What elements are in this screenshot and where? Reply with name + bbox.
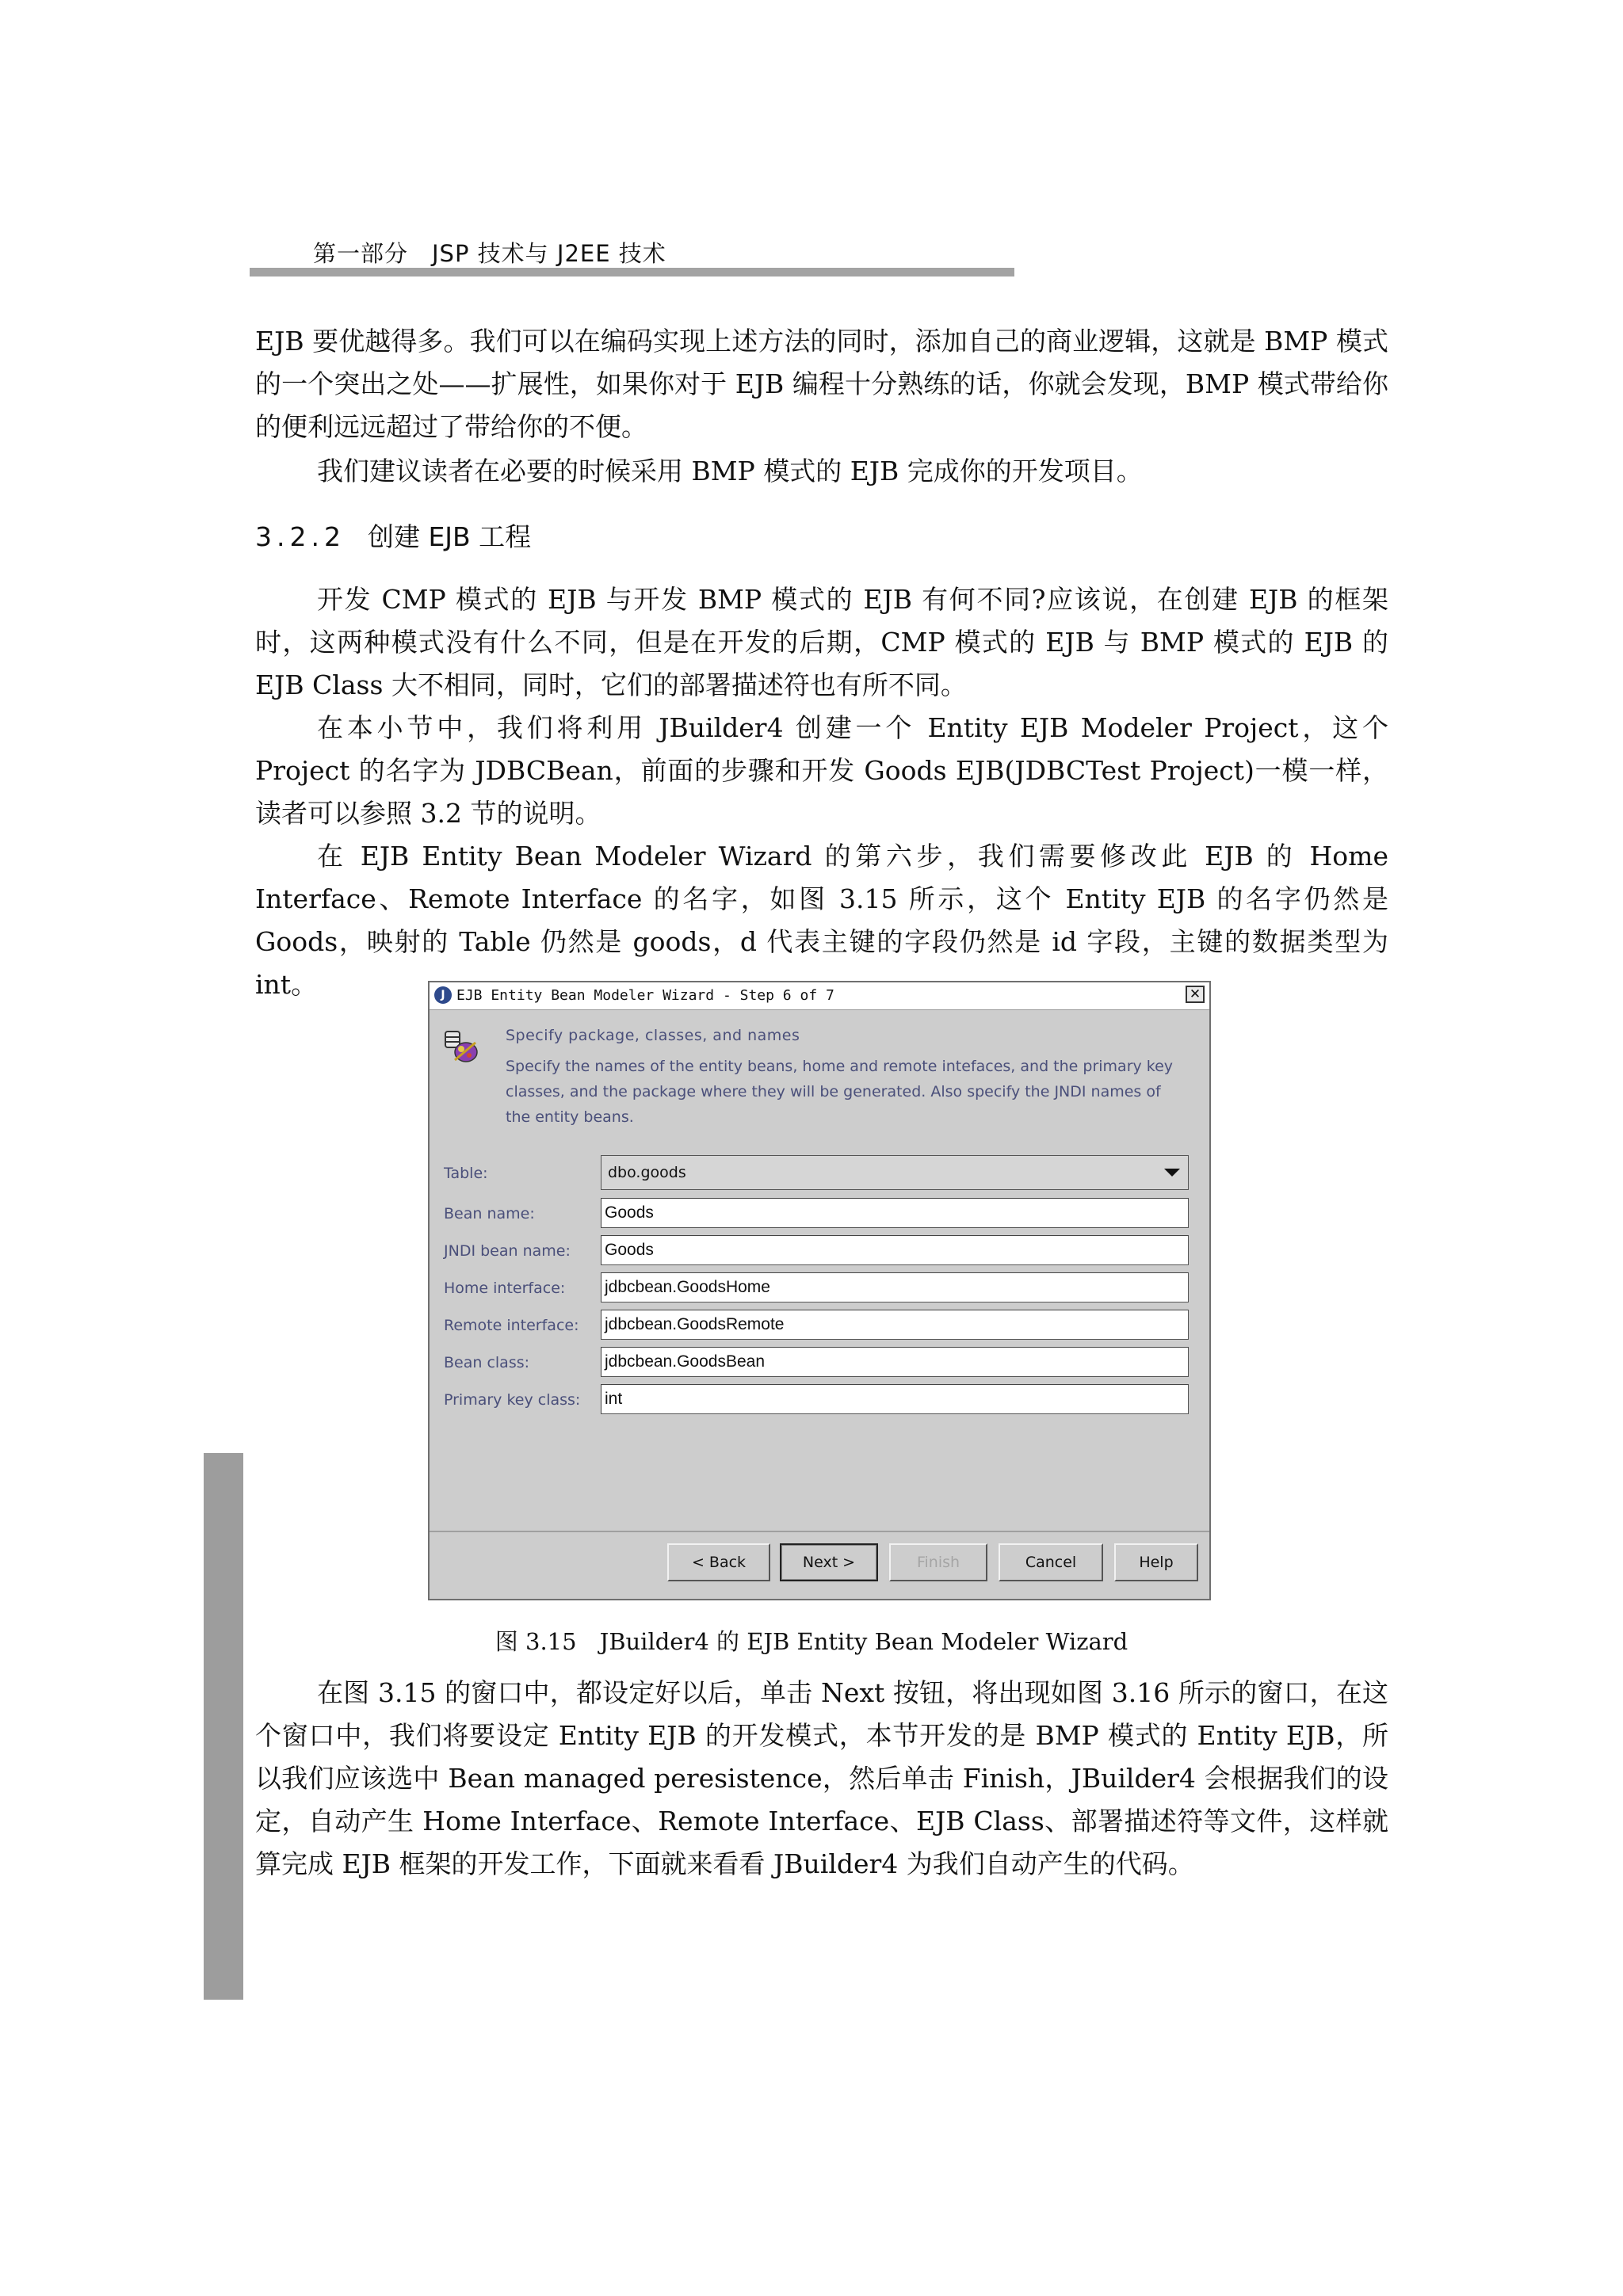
bean-class-row	[430, 1347, 1209, 1379]
bean-name-row	[430, 1198, 1209, 1230]
jndi-bean-name-label: JNDI bean name:	[444, 1242, 571, 1260]
close-icon[interactable]: ✕	[1186, 986, 1205, 1003]
step-description: Specify the names of the entity beans, home and remote intefaces, and the primary key classes, and the package where they will be generated. Also specify the JNDI names of the entity beans.	[506, 1058, 1174, 1126]
database-bean-icon	[444, 1028, 479, 1065]
bean-class-label: Bean class:	[444, 1354, 530, 1371]
home-interface-input[interactable]: jdbcbean.GoodsHome	[601, 1272, 1189, 1302]
primary-key-class-label: Primary key class:	[444, 1391, 581, 1409]
chevron-down-icon[interactable]	[1164, 1169, 1180, 1177]
paragraph-3: 开发 CMP 模式的 EJB 与开发 BMP 模式的 EJB 有何不同?应该说，在创建 EJB 的框架时，这两种模式没有什么不同，但是在开发的后期，CMP 模式的 EJB 与 BMP 模式的 EJB 的 EJB Class 大不相同，同时，它们的部署描述符也有所不同。	[255, 584, 1388, 700]
finish-button[interactable]: Finish	[889, 1543, 987, 1581]
remote-interface-row	[430, 1310, 1209, 1341]
paragraph-1: EJB 要优越得多。我们可以在编码实现上述方法的同时，添加自己的商业逻辑，这就是 BMP 模式的一个突出之处——扩展性，如果你对于 EJB 编程十分熟练的话，你就会发现，BMP 模式带给你的便利远远超过了带给你的不便。	[255, 326, 1388, 442]
primary-key-class-input[interactable]: int	[601, 1384, 1189, 1414]
figure-caption: 图 3.15 JBuilder4 的 EJB Entity Bean Modeler Wizard	[495, 1628, 1128, 1655]
bean-class-input[interactable]: jdbcbean.GoodsBean	[601, 1347, 1189, 1377]
table-select[interactable]	[601, 1155, 1189, 1190]
table-label: Table:	[444, 1165, 488, 1182]
help-button[interactable]: Help	[1114, 1543, 1198, 1581]
paragraph-6: 在图 3.15 的窗口中，都设定好以后，单击 Next 按钮，将出现如图 3.16 所示的窗口，在这个窗口中，我们将要设定 Entity EJB 的开发模式，本节开发的是 BMP 模式的 Entity EJB，所以我们应该选中 Bean managed peresistence，然后单击 Finish，JBuilder4 会根据我们的设定，自动产生 Home Interface、Remote Interface、EJB Class、部署描述符等文件，这样就算完成 EJB 框架的开发工作，下面就来看看 JBuilder4 为我们自动产生的代码。	[255, 1677, 1388, 1879]
section-heading	[255, 517, 531, 554]
dialog-titlebar[interactable]	[430, 982, 1209, 1010]
button-separator	[430, 1531, 1209, 1532]
primary-key-class-row	[430, 1384, 1209, 1416]
wizard-dialog	[428, 981, 1211, 1600]
dialog-title: EJB Entity Bean Modeler Wizard - Step 6 of 7	[456, 987, 834, 1004]
next-button[interactable]: Next >	[780, 1543, 878, 1581]
side-margin-bar	[204, 1453, 243, 2000]
bean-name-input[interactable]: Goods	[601, 1198, 1189, 1228]
home-interface-row	[430, 1272, 1209, 1304]
bean-name-label: Bean name:	[444, 1205, 535, 1222]
jndi-bean-name-input[interactable]: Goods	[601, 1235, 1189, 1265]
home-interface-label: Home interface:	[444, 1280, 566, 1297]
table-select-value: dbo.goods	[608, 1164, 686, 1181]
jbuilder-app-icon: J	[434, 986, 452, 1004]
cancel-button[interactable]: Cancel	[999, 1543, 1103, 1581]
paragraph-2: 我们建议读者在必要的时候采用 BMP 模式的 EJB 完成你的开发项目。	[317, 456, 1143, 486]
table-row	[430, 1155, 1209, 1187]
remote-interface-input[interactable]: jdbcbean.GoodsRemote	[601, 1310, 1189, 1340]
section-title: 创建 EJB 工程	[367, 521, 532, 552]
remote-interface-label: Remote interface:	[444, 1317, 579, 1334]
step-heading: Specify package, classes, and names	[506, 1027, 800, 1044]
back-button[interactable]: < Back	[667, 1543, 770, 1581]
paragraph-5: 在 EJB Entity Bean Modeler Wizard 的第六步，我们需要修改此 EJB 的 Home Interface、Remote Interface 的名字，如图 3.15 所示，这个 Entity EJB 的名字仍然是 Goods，映射的 Table 仍然是 goods，d 代表主键的字段仍然是 id 字段，主键的数据类型为 int。	[255, 841, 1388, 1000]
running-header: 第一部分 JSP 技术与 J2EE 技术	[313, 240, 666, 267]
section-number: 3.2.2	[255, 521, 346, 552]
header-rule	[250, 268, 1014, 277]
paragraph-4: 在本小节中，我们将利用 JBuilder4 创建一个 Entity EJB Modeler Project，这个 Project 的名字为 JDBCBean，前面的步骤和开发 Goods EJB(JDBCTest Project)一模一样，读者可以参照 3.2 节的说明。	[255, 712, 1388, 829]
jndi-bean-name-row	[430, 1235, 1209, 1267]
